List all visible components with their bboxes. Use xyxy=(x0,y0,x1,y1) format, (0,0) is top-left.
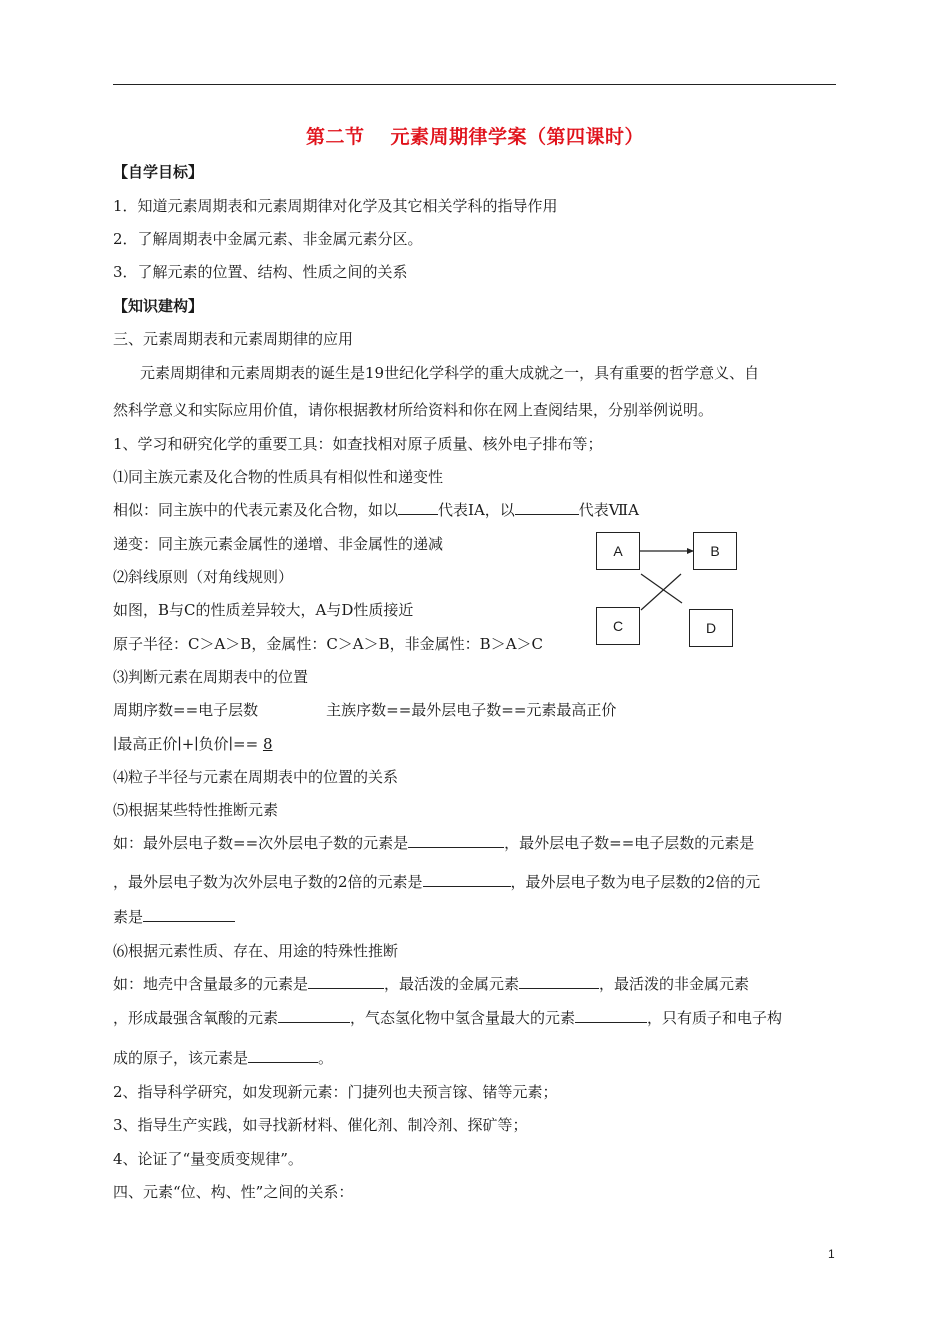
special-line-2 xyxy=(113,1008,782,1028)
f6-text-f: ，只有质子和电子构 xyxy=(647,1009,783,1027)
point-1-1: ⑴同主族元素及化合物的性质具有相似性和递变性 xyxy=(113,468,444,486)
point-2: 2、指导科学研究，如发现新元素：门捷列也夫预言镓、锗等元素； xyxy=(113,1083,558,1101)
f6-text-g: 成的原子，该元素是 xyxy=(113,1049,249,1067)
point-4: 4、论证了“量变质变规律”。 xyxy=(113,1150,303,1168)
title-section: 第二节 xyxy=(305,126,365,148)
blank-f5-3[interactable] xyxy=(143,907,235,922)
blank-IA[interactable] xyxy=(398,500,438,515)
blank-f6-3[interactable] xyxy=(278,1008,350,1023)
period-group-line xyxy=(113,700,616,720)
special-line-1 xyxy=(113,974,749,994)
section-3-title: 三、元素周期表和元素周期律的应用 xyxy=(113,330,354,348)
heading-knowledge: 【知识建构】 xyxy=(113,297,204,315)
blank-f5-2[interactable] xyxy=(423,872,511,887)
box-c: C xyxy=(596,607,640,645)
diagonal-description: 如图，B与C的性质差异较大，A与D性质接近 xyxy=(113,601,414,619)
f5-text-c: ，最外层电子数为次外层电子数的2倍的元素是 xyxy=(113,873,423,891)
f6-text-h: 。 xyxy=(318,1049,334,1067)
valence-text: ∣最高正价∣+∣负价∣== xyxy=(113,735,259,753)
radius-comparison: 原子半径：C＞A＞B，金属性：C＞A＞B，非金属性：B＞A＞C xyxy=(113,635,543,653)
features-line-2 xyxy=(113,872,760,892)
point-1-4: ⑷粒子半径与元素在周期表中的位置的关系 xyxy=(113,768,399,786)
goal-3: 3．了解元素的位置、结构、性质之间的关系 xyxy=(113,263,408,281)
f6-text-e: ，气态氢化物中氢含量最大的元素 xyxy=(350,1009,576,1027)
goal-1: 1．知道元素周期表和元素周期律对化学及其它相关学科的指导作用 xyxy=(113,197,558,215)
blank-f6-1[interactable] xyxy=(308,974,384,989)
similarity-line xyxy=(113,500,639,520)
gradation-line: 递变：同主族元素金属性的递增、非金属性的递减 xyxy=(113,535,444,553)
f5-text-b: ，最外层电子数==电子层数的元素是 xyxy=(504,834,755,852)
valence-value: 8 xyxy=(262,735,273,753)
intro-line-2: 然科学意义和实际应用价值，请你根据教材所给资料和你在网上查阅结果，分别举例说明。 xyxy=(113,401,714,419)
f5-text-a: 如：最外层电子数==次外层电子数的元素是 xyxy=(113,834,409,852)
header-rule xyxy=(113,84,836,85)
intro-line-1: 元素周期律和元素周期表的诞生是19世纪化学科学的重大成就之一，具有重要的哲学意义、自 xyxy=(140,364,760,382)
valence-rule xyxy=(113,734,273,754)
point-1-5: ⑸根据某些特性推断元素 xyxy=(113,801,279,819)
line-c-b xyxy=(641,574,681,610)
point-1-6: ⑹根据元素性质、存在、用途的特殊性推断 xyxy=(113,942,399,960)
similarity-text-c: 代表ⅦA xyxy=(578,501,639,519)
title-main: 元素周期律学案（第四课时） xyxy=(390,126,645,148)
f5-text-e: 素是 xyxy=(113,908,144,926)
special-line-3 xyxy=(113,1048,333,1068)
blank-f6-2[interactable] xyxy=(519,974,599,989)
group-rule: 主族序数==最外层电子数==元素最高正价 xyxy=(326,701,617,719)
similarity-text-a: 相似：同主族中的代表元素及化合物，如以 xyxy=(113,501,399,519)
point-1-2: ⑵斜线原则（对角线规则） xyxy=(113,568,294,586)
f6-text-b: ，最活泼的金属元素 xyxy=(384,975,520,993)
section-4-title: 四、元素“位、构、性”之间的关系： xyxy=(113,1183,354,1201)
box-d: D xyxy=(689,609,733,647)
page-title xyxy=(0,122,950,149)
blank-f6-4[interactable] xyxy=(575,1008,647,1023)
page-number: 1 xyxy=(828,1247,835,1261)
features-line-3 xyxy=(113,907,235,927)
period-rule: 周期序数==电子层数 xyxy=(113,701,259,719)
point-1: 1、学习和研究化学的重要工具：如查找相对原子质量、核外电子排布等； xyxy=(113,435,603,453)
goal-2: 2．了解周期表中金属元素、非金属元素分区。 xyxy=(113,230,423,248)
f6-text-d: ，形成最强含氧酸的元素 xyxy=(113,1009,279,1027)
box-a: A xyxy=(596,532,640,570)
point-1-3: ⑶判断元素在周期表中的位置 xyxy=(113,668,309,686)
point-3: 3、指导生产实践，如寻找新材料、催化剂、制冷剂、探矿等； xyxy=(113,1116,528,1134)
blank-f6-5[interactable] xyxy=(248,1048,318,1063)
similarity-text-b: 代表ⅠA，以 xyxy=(438,501,515,519)
blank-VIIA[interactable] xyxy=(515,500,579,515)
f5-text-d: ，最外层电子数为电子层数的2倍的元 xyxy=(510,873,761,891)
features-line-1 xyxy=(113,833,754,853)
blank-f5-1[interactable] xyxy=(408,833,504,848)
heading-self-study-goals: 【自学目标】 xyxy=(113,163,204,181)
f6-text-c: ，最活泼的非金属元素 xyxy=(599,975,750,993)
f6-text-a: 如：地壳中含量最多的元素是 xyxy=(113,975,309,993)
box-b: B xyxy=(693,532,737,570)
diagonal-rule-diagram xyxy=(596,530,741,650)
